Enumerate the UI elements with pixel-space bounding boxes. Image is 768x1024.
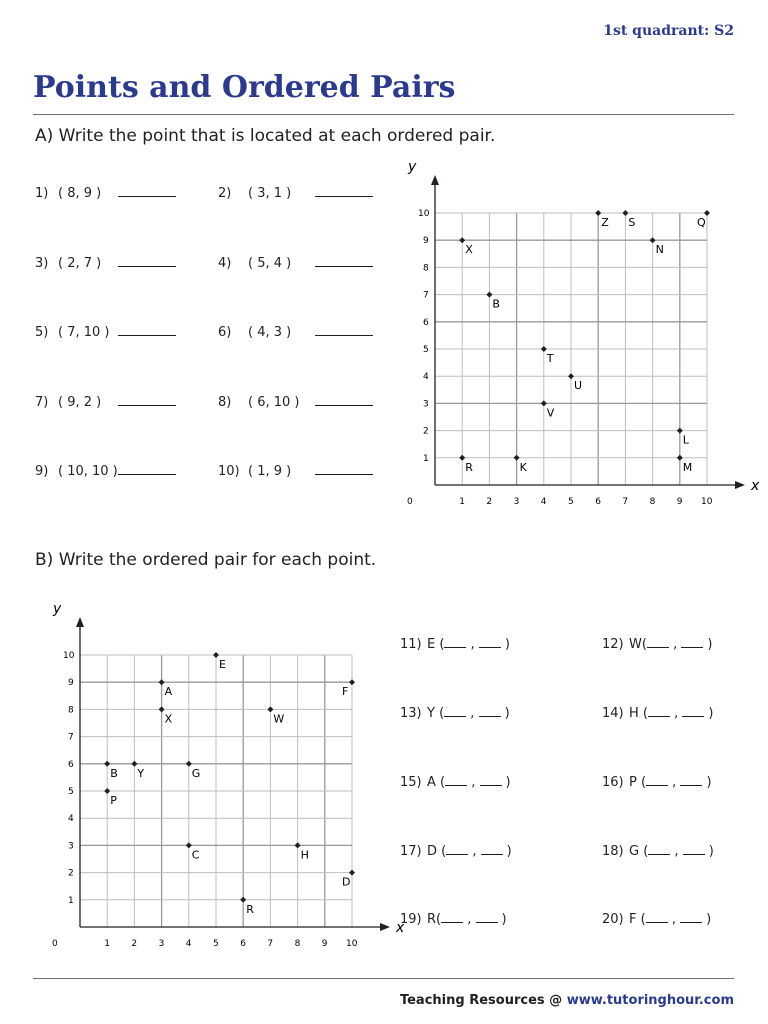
- answer-blank[interactable]: [118, 404, 176, 406]
- question-number: 12): [602, 637, 624, 652]
- question-b-16: [602, 775, 712, 790]
- question-number: 17): [400, 844, 422, 859]
- x-answer-blank[interactable]: [444, 646, 466, 648]
- question-number: 20): [602, 912, 624, 927]
- y-answer-blank[interactable]: [681, 646, 703, 648]
- graph-b-x-tick-label: 4: [185, 939, 192, 949]
- x-answer-blank[interactable]: [441, 921, 463, 923]
- comma-separator: ,: [467, 775, 480, 790]
- answer-blank[interactable]: [315, 404, 373, 406]
- question-number: 14): [602, 706, 624, 721]
- graph-a-x-tick-label: 5: [568, 497, 574, 507]
- graph-a-point-label: N: [655, 243, 664, 257]
- graph-b-x-arrow-icon: [380, 923, 390, 931]
- closing-paren: ): [506, 844, 512, 859]
- graph-a-y-tick-label: 9: [423, 236, 429, 247]
- graph-b-y-tick-label: 10: [63, 651, 75, 661]
- x-answer-blank[interactable]: [446, 853, 468, 855]
- point-name: Y (: [427, 706, 445, 721]
- graph-b-point-label: E: [219, 658, 226, 671]
- ordered-pair: ( 7, 10 ): [58, 325, 110, 340]
- graph-b-point-label: W: [273, 712, 285, 726]
- y-answer-blank[interactable]: [479, 646, 501, 648]
- graph-a-y-tick-label: 5: [423, 345, 429, 355]
- graph-b-y-tick-label: 9: [68, 678, 74, 689]
- graph-b-x-tick-label: 2: [131, 939, 138, 949]
- point-name: A (: [427, 775, 446, 790]
- closing-paren: ): [504, 706, 510, 721]
- question-number: 2): [218, 186, 232, 201]
- graph-b-point-label: R: [246, 902, 254, 916]
- question-b-19: [400, 912, 507, 927]
- point-name: R(: [427, 912, 442, 927]
- question-number: 10): [218, 464, 240, 479]
- ordered-pair: ( 1, 9 ): [248, 464, 292, 479]
- question-number: 4): [218, 256, 232, 271]
- graph-b-x-tick-label: 0: [52, 939, 58, 949]
- graph-b-x-tick-label: 5: [213, 939, 219, 949]
- ordered-pair: ( 4, 3 ): [248, 325, 292, 340]
- graph-a-y-tick-label: 8: [423, 263, 429, 274]
- answer-blank[interactable]: [118, 195, 176, 197]
- graph-a-x-tick-label: 0: [407, 497, 413, 507]
- graph-b: [20, 601, 405, 949]
- worksheet-code: 1st quadrant: S2: [603, 23, 734, 39]
- question-number: 16): [602, 775, 624, 790]
- graph-b-y-axis-label: y: [53, 601, 62, 617]
- point-name: H (: [629, 706, 648, 721]
- graph-b-point-label: H: [300, 848, 309, 862]
- comma-separator: ,: [668, 637, 682, 652]
- footer-site-link[interactable]: www.tutoringhour.com: [566, 993, 734, 1008]
- y-answer-blank[interactable]: [682, 715, 704, 717]
- footer-divider: [33, 978, 734, 979]
- question-b-15: [400, 775, 511, 790]
- graph-a: [375, 159, 760, 507]
- graph-a-x-tick-label: 2: [486, 497, 493, 507]
- graph-b-x-tick-label: 8: [294, 939, 301, 949]
- question-a-6: [218, 325, 373, 340]
- graph-b-point-label: F: [342, 685, 349, 699]
- x-answer-blank[interactable]: [648, 715, 670, 717]
- y-answer-blank[interactable]: [480, 784, 502, 786]
- graph-a-point-label: Z: [601, 216, 609, 229]
- question-a-5: [35, 325, 176, 340]
- answer-blank[interactable]: [118, 265, 176, 267]
- question-b-20: [602, 912, 711, 927]
- graph-a-point-label: S: [628, 216, 636, 229]
- point-name: E (: [427, 637, 445, 652]
- graph-a-point-label: V: [546, 406, 555, 420]
- graph-a-point-label: M: [682, 460, 693, 474]
- graph-b-x-tick-label: 6: [240, 939, 246, 949]
- graph-b-x-tick-label: 9: [321, 939, 328, 949]
- point-name: G (: [629, 844, 649, 859]
- ordered-pair: ( 8, 9 ): [58, 186, 102, 201]
- x-answer-blank[interactable]: [646, 784, 668, 786]
- question-number: 3): [35, 256, 49, 271]
- graph-b-x-tick-label: 10: [346, 939, 358, 949]
- ordered-pair: ( 9, 2 ): [58, 395, 102, 410]
- graph-a-point-label: T: [546, 352, 554, 365]
- graph-a-point-label: Q: [697, 216, 706, 229]
- graph-a-y-tick-label: 2: [423, 426, 429, 437]
- graph-a-x-axis-label: x: [751, 478, 760, 494]
- question-number: 11): [400, 637, 422, 652]
- answer-blank[interactable]: [315, 473, 373, 475]
- comma-separator: ,: [668, 775, 681, 790]
- x-answer-blank[interactable]: [647, 646, 669, 648]
- y-answer-blank[interactable]: [680, 784, 702, 786]
- graph-a-x-tick-label: 7: [622, 497, 629, 507]
- question-a-7: [35, 395, 176, 410]
- graph-a-y-tick-label: 4: [423, 372, 429, 383]
- graph-b-x-axis-label: x: [396, 920, 405, 936]
- question-number: 7): [35, 395, 49, 410]
- answer-blank[interactable]: [118, 473, 176, 475]
- graph-a-y-tick-label: 1: [423, 453, 429, 464]
- closing-paren: ): [504, 637, 510, 652]
- answer-blank[interactable]: [315, 265, 373, 267]
- question-number: 9): [35, 464, 49, 479]
- answer-blank[interactable]: [315, 195, 373, 197]
- graph-b-point-label: Y: [137, 766, 145, 780]
- question-a-10: [218, 464, 373, 479]
- graph-a-point-label: U: [574, 379, 583, 393]
- y-answer-blank[interactable]: [481, 853, 503, 855]
- graph-b-point-label: C: [191, 848, 200, 862]
- point-name: D (: [427, 844, 447, 859]
- question-a-8: [218, 395, 373, 410]
- page-title: Points and Ordered Pairs: [33, 70, 456, 105]
- graph-a-x-arrow-icon: [735, 481, 745, 489]
- x-answer-blank[interactable]: [646, 921, 668, 923]
- ordered-pair: ( 5, 4 ): [248, 256, 292, 271]
- graph-a-point-label: X: [465, 243, 473, 257]
- closing-paren: ): [505, 775, 511, 790]
- y-answer-blank[interactable]: [680, 921, 702, 923]
- graph-a-x-tick-label: 8: [649, 497, 656, 507]
- question-b-12: [602, 637, 712, 652]
- graph-a-x-tick-label: 6: [595, 497, 601, 507]
- point-name: F (: [629, 912, 646, 927]
- graph-b-y-tick-label: 1: [68, 895, 74, 906]
- graph-b-point-label: G: [191, 766, 201, 780]
- graph-b-point-label: X: [164, 712, 173, 726]
- ordered-pair: ( 2, 7 ): [58, 256, 102, 271]
- x-answer-blank[interactable]: [648, 853, 670, 855]
- header-divider: [33, 114, 734, 115]
- graph-a-y-tick-label: 3: [423, 399, 429, 410]
- graph-b-y-tick-label: 6: [68, 759, 74, 770]
- graph-a-x-tick-label: 1: [459, 497, 465, 507]
- graph-b-y-tick-label: 3: [68, 841, 74, 852]
- graph-b-x-tick-label: 1: [104, 939, 110, 949]
- closing-paren: ): [708, 706, 714, 721]
- graph-a-point-label: K: [519, 460, 527, 474]
- closing-paren: ): [706, 912, 712, 927]
- question-b-13: [400, 706, 510, 721]
- graph-b-x-tick-label: 3: [158, 939, 165, 949]
- footer-credit: [400, 993, 734, 1008]
- graph-a-y-tick-label: 10: [418, 209, 430, 219]
- question-a-4: [218, 256, 373, 271]
- comma-separator: ,: [466, 706, 479, 721]
- graph-a-y-tick-label: 6: [423, 317, 429, 328]
- graph-a-point-label: R: [465, 460, 473, 474]
- question-number: 1): [35, 186, 49, 201]
- graph-b-y-tick-label: 5: [68, 787, 74, 797]
- graph-a-x-tick-label: 10: [701, 497, 713, 507]
- y-answer-blank[interactable]: [683, 853, 705, 855]
- footer-prefix: Teaching Resources @: [399, 993, 567, 1008]
- graph-b-point-label: B: [110, 766, 118, 780]
- ordered-pair: ( 6, 10 ): [248, 395, 300, 410]
- point-name: P (: [629, 775, 647, 790]
- graph-a-point-label: B: [492, 297, 500, 311]
- ordered-pair: ( 3, 1 ): [248, 186, 292, 201]
- graph-a-y-tick-label: 7: [423, 290, 429, 301]
- comma-separator: ,: [669, 706, 683, 721]
- question-number: 19): [400, 912, 422, 927]
- question-b-11: [400, 637, 510, 652]
- comma-separator: ,: [463, 912, 476, 927]
- comma-separator: ,: [468, 844, 481, 859]
- question-number: 18): [602, 844, 624, 859]
- question-b-17: [400, 844, 512, 859]
- graph-a-x-tick-label: 4: [540, 497, 547, 507]
- graph-b-y-arrow-icon: [76, 617, 84, 627]
- question-number: 8): [218, 395, 232, 410]
- graph-a-point-label: L: [682, 433, 689, 447]
- section-b-instruction: B) Write the ordered pair for each point.: [35, 550, 377, 570]
- question-number: 5): [35, 325, 49, 340]
- graph-b-point-label: D: [342, 875, 351, 889]
- graph-b-y-tick-label: 2: [68, 868, 74, 879]
- graph-b-y-tick-label: 7: [68, 732, 74, 743]
- comma-separator: ,: [670, 844, 683, 859]
- point-name: W(: [629, 637, 647, 652]
- graph-a-x-tick-label: 3: [513, 497, 520, 507]
- question-a-3: [35, 256, 176, 271]
- question-b-18: [602, 844, 714, 859]
- question-number: 13): [400, 706, 422, 721]
- answer-blank[interactable]: [315, 334, 373, 336]
- question-number: 15): [400, 775, 422, 790]
- graph-a-y-axis-label: y: [408, 159, 417, 175]
- y-answer-blank[interactable]: [476, 921, 498, 923]
- graph-b-x-tick-label: 7: [267, 939, 274, 949]
- comma-separator: ,: [466, 637, 479, 652]
- closing-paren: ): [708, 844, 714, 859]
- graph-b-point-label: A: [164, 685, 173, 699]
- comma-separator: ,: [667, 912, 681, 927]
- question-a-9: [35, 464, 176, 479]
- x-answer-blank[interactable]: [445, 784, 467, 786]
- section-a-instruction: A) Write the point that is located at each ordered pair.: [35, 126, 496, 146]
- graph-b-point-marker: [349, 679, 355, 685]
- closing-paren: ): [501, 912, 507, 927]
- graph-a-y-arrow-icon: [431, 175, 439, 185]
- y-answer-blank[interactable]: [479, 715, 501, 717]
- x-answer-blank[interactable]: [444, 715, 466, 717]
- question-a-1: [35, 186, 176, 201]
- graph-a-x-tick-label: 9: [676, 497, 683, 507]
- closing-paren: ): [707, 637, 713, 652]
- question-b-14: [602, 706, 713, 721]
- graph-b-y-tick-label: 4: [68, 814, 74, 825]
- answer-blank[interactable]: [118, 334, 176, 336]
- graph-b-point-label: P: [110, 794, 117, 807]
- ordered-pair: ( 10, 10 ): [58, 464, 118, 479]
- question-a-2: [218, 186, 373, 201]
- closing-paren: ): [706, 775, 712, 790]
- graph-b-y-tick-label: 8: [68, 705, 74, 716]
- question-number: 6): [218, 325, 232, 340]
